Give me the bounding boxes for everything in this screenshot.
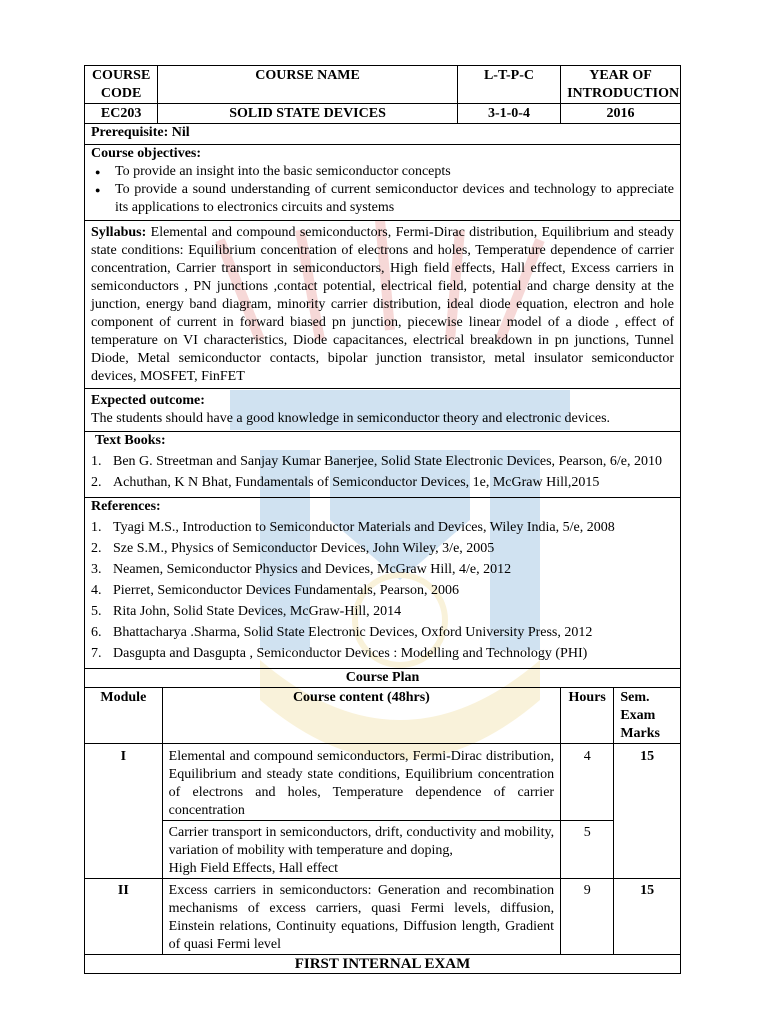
plan-content: Elemental and compound semiconductors, Fermi-Dirac distribution, Equilibrium and steady state conditions, Equilibrium concentration of electrons and holes, Temperature dependence of carrier concentration bbox=[162, 744, 560, 821]
plan-col-content: Course content (48hrs) bbox=[162, 688, 560, 744]
reference-item: 4. Pierret, Semiconductor Devices Fundamentals, Pearson, 2006 bbox=[91, 583, 460, 598]
plan-col-hours: Hours bbox=[561, 688, 614, 744]
reference-item: 6. Bhattacharya .Sharma, Solid State Electronic Devices, Oxford University Press, 2012 bbox=[91, 625, 593, 640]
textbook-item: 2. Achuthan, K N Bhat, Fundamentals of Semiconductor Devices, 1e, McGraw Hill,2015 bbox=[91, 475, 600, 490]
course-row bbox=[85, 104, 681, 124]
references-cell bbox=[85, 498, 681, 669]
objective-item: ● To provide an insight into the basic semiconductor concepts bbox=[115, 163, 674, 181]
outcome-cell bbox=[85, 389, 681, 432]
course-plan-title: Course Plan bbox=[85, 669, 681, 688]
plan-hours: 4 bbox=[561, 744, 614, 821]
syllabus-page bbox=[84, 65, 681, 974]
plan-col-module: Module bbox=[85, 688, 163, 744]
outcome-text: The students should have a good knowledge in semiconductor theory and electronic devices. bbox=[91, 411, 611, 426]
course-code: EC203 bbox=[85, 104, 158, 124]
reference-item: 2. Sze S.M., Physics of Semiconductor Devices, John Wiley, 3/e, 2005 bbox=[91, 541, 495, 556]
first-internal-exam: FIRST INTERNAL EXAM bbox=[85, 955, 681, 974]
course-table bbox=[84, 65, 681, 974]
plan-header-row bbox=[85, 688, 681, 744]
objectives-label: Course objectives: bbox=[91, 146, 202, 161]
header-row bbox=[85, 66, 681, 104]
plan-marks: 15 bbox=[614, 744, 681, 879]
objectives-cell bbox=[85, 145, 681, 221]
plan-row bbox=[85, 744, 681, 821]
plan-col-marks: Sem. Exam Marks bbox=[614, 688, 681, 744]
plan-hours: 5 bbox=[561, 821, 614, 879]
reference-item: 3. Neamen, Semiconductor Physics and Devices, McGraw Hill, 4/e, 2012 bbox=[91, 562, 512, 577]
outcome-label: Expected outcome: bbox=[91, 393, 205, 408]
plan-content: Excess carriers in semiconductors: Generation and recombination mechanisms of excess carriers, quasi Fermi levels, diffusion, Einstein relations, Continuity equations, Diffusion length, Gradient of quasi Fermi level bbox=[162, 879, 560, 955]
plan-row bbox=[85, 879, 681, 955]
plan-module: II bbox=[85, 879, 163, 955]
plan-marks: 15 bbox=[614, 879, 681, 955]
header-ltpc: L-T-P-C bbox=[457, 66, 560, 104]
course-ltpc: 3-1-0-4 bbox=[457, 104, 560, 124]
textbooks-list bbox=[91, 453, 674, 492]
references-label: References: bbox=[91, 499, 161, 514]
reference-item: 7. Dasgupta and Dasgupta , Semiconductor Devices : Modelling and Technology (PHI) bbox=[91, 646, 588, 661]
plan-hours: 9 bbox=[561, 879, 614, 955]
textbooks-cell bbox=[85, 432, 681, 498]
objective-item: ● To provide a sound understanding of current semiconductor devices and technology to appreciate its applications to electronics circuits and systems bbox=[115, 181, 674, 217]
objectives-list bbox=[91, 163, 674, 217]
textbooks-label: Text Books: bbox=[95, 433, 166, 448]
syllabus-label: Syllabus: bbox=[91, 225, 147, 240]
syllabus-text: Elemental and compound semiconductors, Fermi-Dirac distribution, Equilibrium and steady state conditions: Equilibrium concentration of electrons and holes, Temperature dependence of carrier concentration, Carrier transport in semiconductors, High field effects, Hall effect, Excess carriers in semiconductors , PN junctions ,contact potential, electrical field, potential and charge density at the junction, energy band diagram, minority carrier distribution, ideal diode equation, electron and hole component of current in forward biased pn junction, piecewise linear model of a diode , effect of temperature on VI characteristics, Diode capacitances, electrical breakdown in pn junctions, Tunnel Diode, Metal semiconductor contacts, bipolar junction transistor, metal insulator semiconductor devices, MOSFET, FinFET bbox=[91, 225, 675, 384]
references-list bbox=[91, 519, 674, 663]
header-course-name: COURSE NAME bbox=[158, 66, 458, 104]
reference-item: 5. Rita John, Solid State Devices, McGraw-Hill, 2014 bbox=[91, 604, 402, 619]
plan-module: I bbox=[85, 744, 163, 879]
header-year: YEAR OF INTRODUCTION bbox=[561, 66, 681, 104]
syllabus-cell bbox=[85, 221, 681, 389]
textbook-item: 1. Ben G. Streetman and Sanjay Kumar Banerjee, Solid State Electronic Devices, Pearson, 6/e, 2010 bbox=[91, 454, 662, 469]
header-course-code: COURSE CODE bbox=[85, 66, 158, 104]
plan-row bbox=[85, 821, 681, 879]
reference-item: 1. Tyagi M.S., Introduction to Semiconductor Materials and Devices, Wiley India, 5/e, 2008 bbox=[91, 520, 615, 535]
plan-content: Carrier transport in semiconductors, drift, conductivity and mobility, variation of mobility with temperature and doping, High Field Effects, Hall effect bbox=[162, 821, 560, 879]
prerequisite: Prerequisite: Nil bbox=[85, 124, 681, 145]
course-name: SOLID STATE DEVICES bbox=[158, 104, 458, 124]
course-year: 2016 bbox=[561, 104, 681, 124]
